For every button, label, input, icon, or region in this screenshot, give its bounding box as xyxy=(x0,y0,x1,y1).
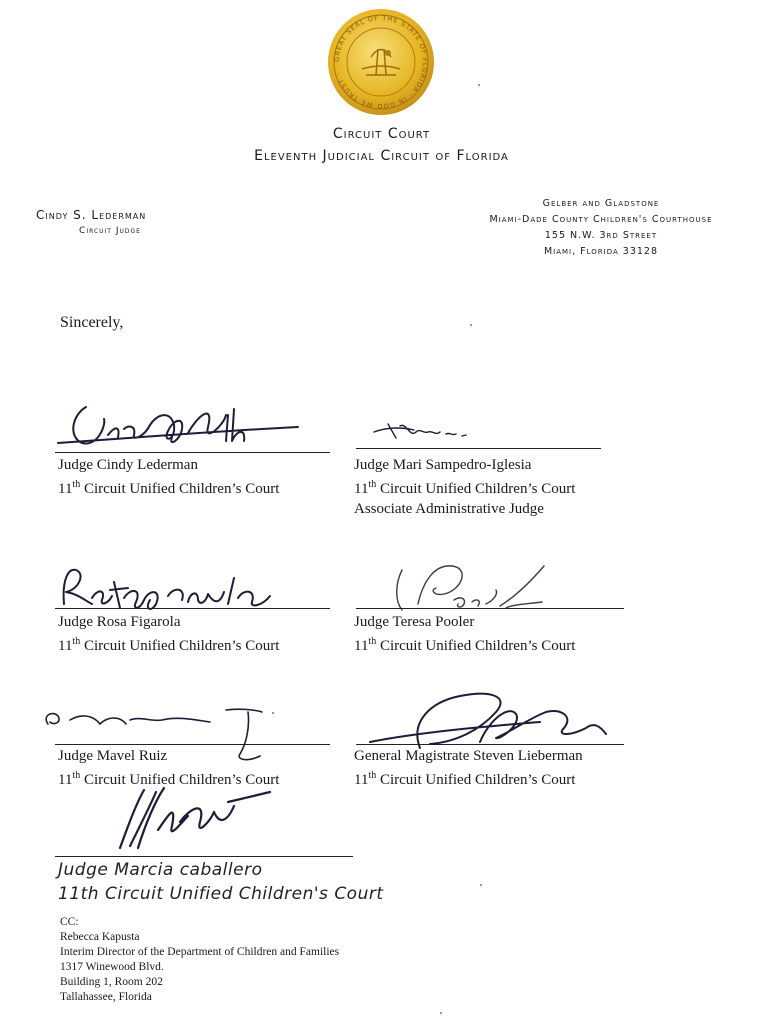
speck xyxy=(480,884,482,886)
address-line: Gelber and Gladstone xyxy=(542,198,660,209)
courthouse-address xyxy=(450,196,752,260)
signatory-name: Judge Rosa Figarola xyxy=(58,614,181,630)
speck xyxy=(478,84,480,86)
signatory-name: Judge Teresa Pooler xyxy=(354,614,475,630)
signatory-name: Judge Cindy Lederman xyxy=(58,457,198,473)
signatory-court: 11th Circuit Unified Children’s Court xyxy=(58,636,280,654)
signature-mari-sampedro-iglesia xyxy=(370,418,480,448)
letterhead-judge-name: Cindy S. Lederman xyxy=(36,208,147,222)
court-name: Circuit Court xyxy=(332,126,431,142)
signatory-block xyxy=(58,612,279,656)
address-line: Miami, Florida 33128 xyxy=(543,246,659,257)
cc-line: Rebecca Kapusta xyxy=(60,931,140,943)
signatory-court: 11th Circuit Unified Children’s Court xyxy=(58,770,280,788)
signature-line xyxy=(356,744,624,745)
signatory-role: Associate Administrative Judge xyxy=(354,501,544,517)
address-line: 155 N.W. 3rd Street xyxy=(544,230,658,241)
signatory-name: Judge Mavel Ruiz xyxy=(58,748,168,764)
signature-line xyxy=(356,448,601,449)
closing-salutation: Sincerely, xyxy=(60,314,124,331)
signatory-block xyxy=(354,746,583,790)
signatory-block xyxy=(354,455,575,519)
signatory-court: 11th Circuit Unified Children’s Court xyxy=(58,479,280,497)
signature-marcia-caballero xyxy=(110,782,280,854)
cc-line: Tallahassee, Florida xyxy=(60,991,152,1003)
cc-block xyxy=(60,915,339,1005)
signature-cindy-lederman xyxy=(58,385,308,455)
state-seal-image xyxy=(326,7,436,117)
signature-line xyxy=(55,608,330,609)
signatory-block xyxy=(354,612,575,656)
cc-line: Interim Director of the Department of Children and Families xyxy=(60,946,340,958)
cc-line: Building 1, Room 202 xyxy=(60,976,163,988)
signature-line xyxy=(55,452,330,453)
signatory-block xyxy=(58,455,279,499)
letterhead-judge-title: Circuit Judge xyxy=(79,226,141,236)
signature-rosa-figarola xyxy=(58,560,288,620)
handwritten-signatory-name: Judge Marcia caballero xyxy=(58,860,263,880)
signatory-court: 11th Circuit Unified Children’s Court xyxy=(354,479,576,497)
speck xyxy=(440,1012,442,1014)
cc-label: CC: xyxy=(60,916,79,928)
signatory-court: 11th Circuit Unified Children’s Court xyxy=(354,770,576,788)
address-line: Miami-Dade County Children's Courthouse xyxy=(489,214,713,225)
circuit-name: Eleventh Judicial Circuit of Florida xyxy=(254,148,509,164)
cc-line: 1317 Winewood Blvd. xyxy=(60,961,164,973)
signatory-court: 11th Circuit Unified Children’s Court xyxy=(354,636,576,654)
signatory-name: Judge Mari Sampedro-Iglesia xyxy=(354,457,532,473)
signature-line xyxy=(356,608,624,609)
signature-teresa-pooler xyxy=(388,560,558,620)
svg-text:GREAT SEAL OF THE STATE OF FLO: GREAT SEAL OF THE STATE OF FLORIDA · IN GOD WE TRUST · xyxy=(332,13,430,111)
signatory-name: General Magistrate Steven Lieberman xyxy=(354,748,583,764)
handwritten-signatory-court: 11th Circuit Unified Children's Court xyxy=(58,884,384,904)
speck xyxy=(470,324,472,326)
signature-line xyxy=(55,856,353,857)
signature-line xyxy=(55,744,330,745)
